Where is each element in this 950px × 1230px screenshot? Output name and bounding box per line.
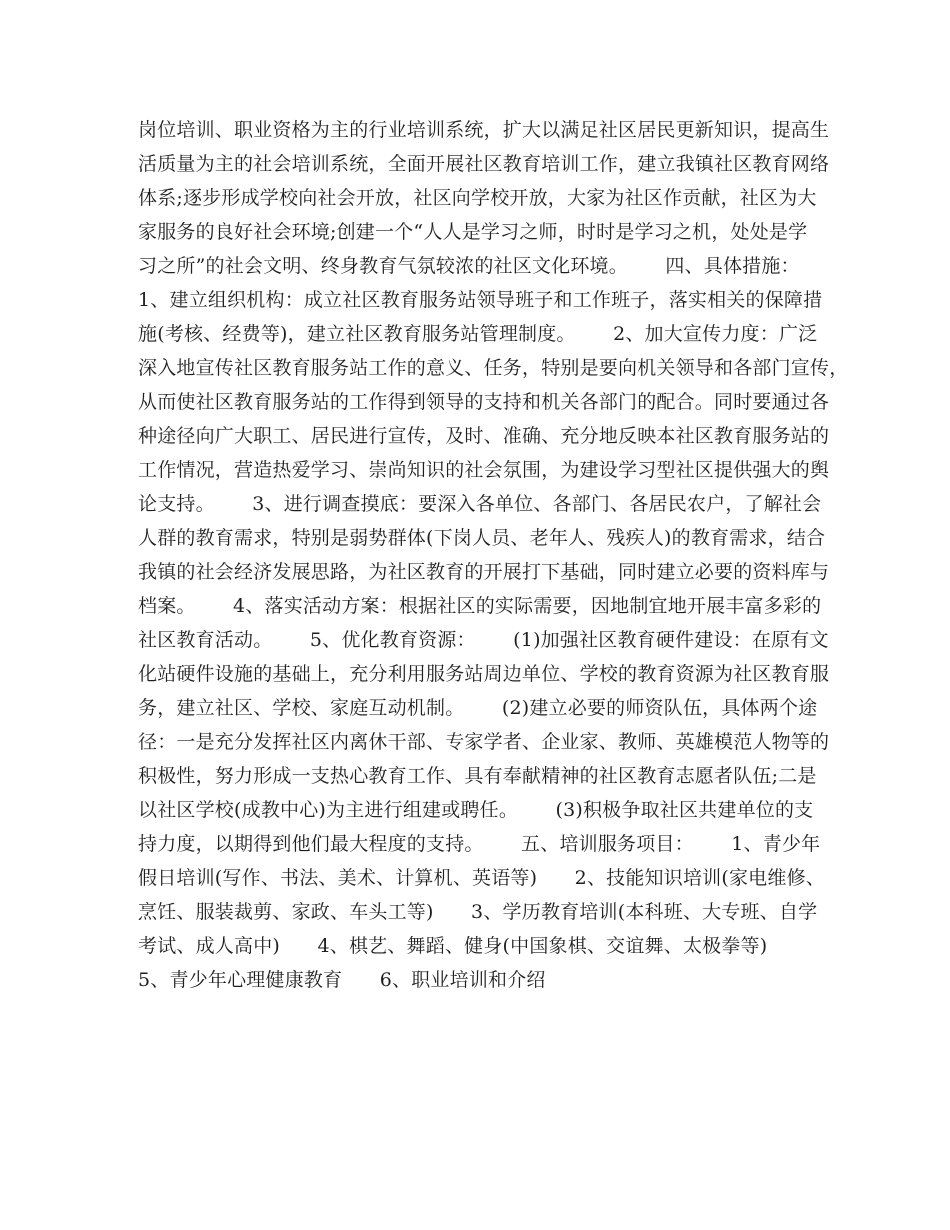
text-line: 档案。 4、落实活动方案：根据社区的实际需要，因地制宜地开展丰富多彩的 xyxy=(138,595,822,617)
body-text xyxy=(138,113,849,997)
text-line: 论支持。 3、进行调查摸底：要深入各单位、各部门、各居民农户，了解社会 xyxy=(138,493,822,515)
text-line: 1、建立组织机构：成立社区教育服务站领导班子和工作班子，落实相关的保障措 xyxy=(138,289,823,311)
text-line: 化站硬件设施的基础上，充分利用服务站周边单位、学校的教育资源为社区教育服 xyxy=(138,663,830,685)
text-line: 务，建立社区、学校、家庭互动机制。 (2)建立必要的师资队伍，具体两个途 xyxy=(138,697,818,719)
text-line: 人群的教育需求，特别是弱势群体(下岗人员、老年人、残疾人)的教育需求，结合 xyxy=(138,527,826,549)
text-line: 体系;逐步形成学校向社会开放，社区向学校开放，大家为社区作贡献，社区为大 xyxy=(138,187,817,209)
text-line: 积极性，努力形成一支热心教育工作、具有奉献精神的社区教育志愿者队伍;二是 xyxy=(138,765,817,787)
text-line: 施(考核、经费等)，建立社区教育服务站管理制度。 2、加大宣传力度：广泛 xyxy=(138,323,818,345)
text-line: 我镇的社会经济发展思路，为社区教育的开展打下基础，同时建立必要的资料库与 xyxy=(138,561,830,583)
text-line: 种途径向广大职工、居民进行宣传，及时、准确、充分地反映本社区教育服务站的 xyxy=(138,425,830,447)
text-line: 工作情况，营造热爱学习、崇尚知识的社会氛围，为建设学习型社区提供强大的舆 xyxy=(138,459,830,481)
text-line: 考试、成人高中) 4、棋艺、舞蹈、健身(中国象棋、交谊舞、太极拳等) xyxy=(138,935,768,957)
text-line: 岗位培训、职业资格为主的行业培训系统，扩大以满足社区居民更新知识，提高生 xyxy=(138,119,830,141)
text-line: 家服务的良好社会环境;创建一个“人人是学习之师，时时是学习之机，处处是学 xyxy=(138,221,808,243)
text-line: 以社区学校(成教中心)为主进行组建或聘任。 (3)积极争取社区共建单位的支 xyxy=(138,799,814,821)
text-line: 从而使社区教育服务站的工作得到领导的支持和机关各部门的配合。同时要通过各 xyxy=(138,391,830,413)
text-line: 习之所”的社会文明、终身教育气氛较浓的社区文化环境。 四、具体措施： xyxy=(138,255,800,277)
text-line: 活质量为主的社会培训系统，全面开展社区教育培训工作，建立我镇社区教育网络 xyxy=(138,153,830,175)
text-line: 假日培训(写作、书法、美术、计算机、英语等) 2、技能知识培训(家电维修、 xyxy=(138,867,825,889)
text-line: 社区教育活动。 5、优化教育资源： (1)加强社区教育硬件建设：在原有文 xyxy=(138,629,829,651)
text-line: 烹饪、服装裁剪、家政、车头工等) 3、学历教育培训(本科班、大专班、自学 xyxy=(138,901,818,923)
text-line: 径：一是充分发挥社区内离休干部、专家学者、企业家、教师、英雄模范人物等的 xyxy=(138,731,830,753)
text-line: 5、青少年心理健康教育 6、职业培训和介绍 xyxy=(138,969,546,991)
text-line: 深入地宣传社区教育服务站工作的意义、任务，特别是要向机关领导和各部门宣传， xyxy=(138,357,849,379)
text-line: 持力度，以期得到他们最大程度的支持。 五、培训服务项目： 1、青少年 xyxy=(138,833,821,855)
